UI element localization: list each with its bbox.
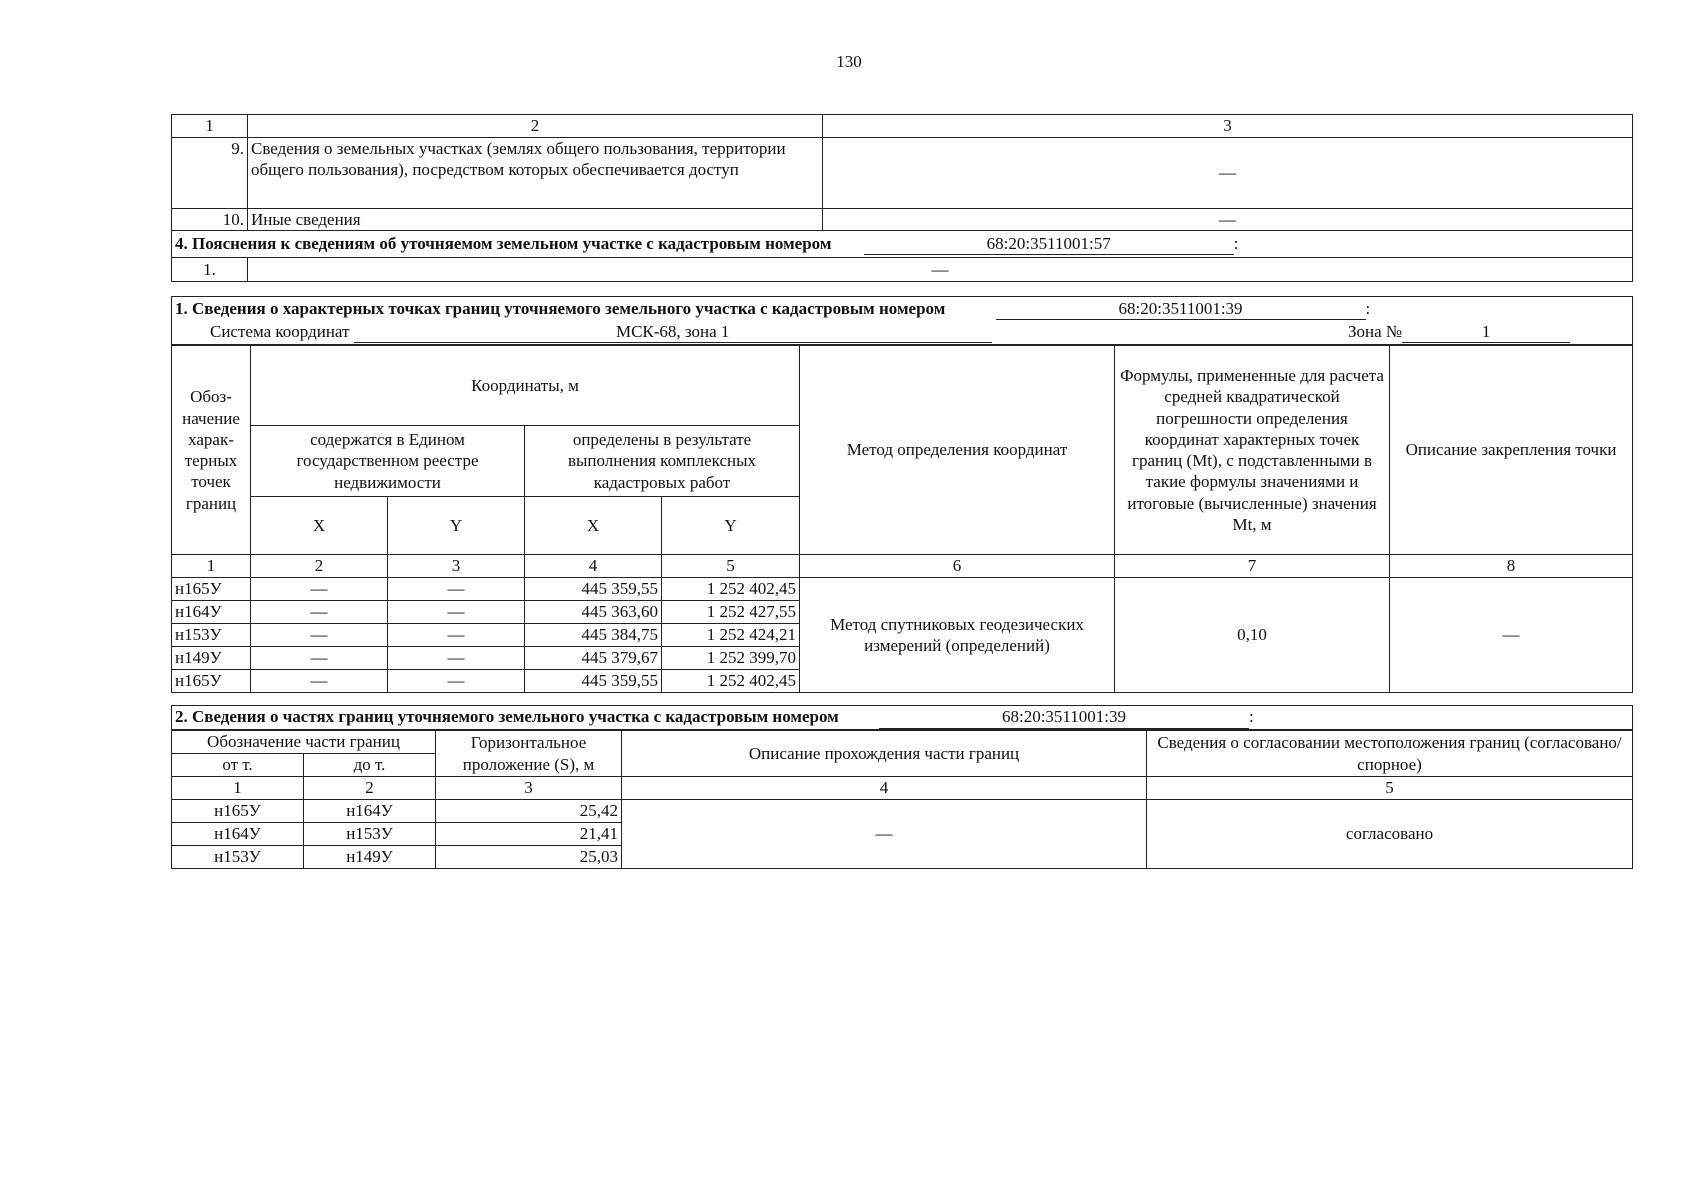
table-row <box>172 578 1633 601</box>
column-numbers-row <box>172 555 1633 578</box>
y-egrn: — <box>388 670 525 693</box>
to-point: н149У <box>304 846 436 869</box>
row-number: 1. <box>172 258 248 282</box>
parts-table <box>171 730 1633 869</box>
points-section-title: 1. Сведения о характерных точках границ уточняемого земельного участка с кадастровым номером <box>175 298 946 318</box>
point-name: н164У <box>172 601 251 624</box>
x-egrn: — <box>251 624 388 647</box>
top-table-block <box>171 114 1633 282</box>
x-header: X <box>525 497 662 555</box>
method-value: Метод спутниковых геодезических измерений (определений) <box>800 578 1115 693</box>
agreement-value: согласовано <box>1147 800 1633 869</box>
col-number: 5 <box>1147 777 1633 800</box>
col-number-1: 1 <box>172 115 248 138</box>
zone-value: 1 <box>1402 321 1570 343</box>
row-value: — <box>823 209 1633 231</box>
from-point: н164У <box>172 823 304 846</box>
horizontal-value: 21,41 <box>436 823 622 846</box>
col-number: 4 <box>622 777 1147 800</box>
row-text: Сведения о земельных участках (землях общего пользования, территории общего пользования), посредством которых обеспечивается доступ <box>248 138 823 209</box>
part-designation-header: Обозначение части границ <box>172 731 436 754</box>
x-value: 445 359,55 <box>525 670 662 693</box>
col-number: 3 <box>388 555 525 578</box>
col-number-2: 2 <box>248 115 823 138</box>
to-header: до т. <box>304 754 436 777</box>
col-number: 1 <box>172 777 304 800</box>
points-section <box>171 296 1633 693</box>
table-row <box>172 258 1633 282</box>
coordinates-header: Координаты, м <box>251 346 800 426</box>
section4-title: 4. Пояснения к сведениям об уточняемом земельном участке с кадастровым номером <box>175 234 832 254</box>
y-egrn: — <box>388 578 525 601</box>
point-name: н165У <box>172 670 251 693</box>
y-header: Y <box>388 497 525 555</box>
y-value: 1 252 427,55 <box>662 601 800 624</box>
section4-title-row <box>172 231 1633 258</box>
zone-label: Зона № <box>1347 322 1403 342</box>
horizontal-value: 25,03 <box>436 846 622 869</box>
x-value: 445 384,75 <box>525 624 662 647</box>
from-point: н153У <box>172 846 304 869</box>
mt-value: 0,10 <box>1115 578 1390 693</box>
table-row <box>172 209 1633 231</box>
section4-cadastral: 68:20:3511001:57 <box>864 233 1234 255</box>
table-row <box>172 138 1633 209</box>
parts-title-table <box>171 705 1633 730</box>
row-value: — <box>248 258 1633 282</box>
y-egrn: — <box>388 624 525 647</box>
in-egrn-header: содержатся в Едином государственном реестре недвижимости <box>251 426 525 497</box>
x-egrn: — <box>251 601 388 624</box>
method-header: Метод определения координат <box>800 346 1115 555</box>
coord-system-value: МСК-68, зона 1 <box>354 321 992 343</box>
y-value: 1 252 399,70 <box>662 647 800 670</box>
x-value: 445 363,60 <box>525 601 662 624</box>
parts-section <box>171 705 1633 869</box>
col-number: 4 <box>525 555 662 578</box>
x-header: X <box>251 497 388 555</box>
points-table <box>171 345 1633 693</box>
row-text: Иные сведения <box>248 209 823 231</box>
horizontal-header: Горизонтальное проложение (S), м <box>436 731 622 777</box>
points-colon: : <box>1365 298 1371 318</box>
to-point: н164У <box>304 800 436 823</box>
description-value: — <box>622 800 1147 869</box>
col-number: 2 <box>251 555 388 578</box>
designation-header: Обоз-начение харак-терных точек границ <box>172 346 251 555</box>
col-number: 8 <box>1390 555 1633 578</box>
col-number: 7 <box>1115 555 1390 578</box>
page-number: 130 <box>836 52 862 71</box>
col-number: 5 <box>662 555 800 578</box>
y-egrn: — <box>388 647 525 670</box>
y-egrn: — <box>388 601 525 624</box>
to-point: н153У <box>304 823 436 846</box>
fixing-header: Описание закрепления точки <box>1390 346 1633 555</box>
from-point: н165У <box>172 800 304 823</box>
row-number: 10. <box>172 209 248 231</box>
x-egrn: — <box>251 578 388 601</box>
fixing-value: — <box>1390 578 1633 693</box>
row-value: — <box>823 138 1633 209</box>
parts-section-title: 2. Сведения о частях границ уточняемого земельного участка с кадастровым номером <box>175 707 839 727</box>
formulas-header: Формулы, примененные для расчета средней квадратической погрешности определения координат характерных точек границ (Mt), с подставленными в такие формулы значениями и итоговые (вычисленные) значения Mt, м <box>1115 346 1390 555</box>
col-number: 6 <box>800 555 1115 578</box>
col-number-3: 3 <box>823 115 1633 138</box>
horizontal-value: 25,42 <box>436 800 622 823</box>
parts-cadastral: 68:20:3511001:39 <box>879 706 1249 728</box>
x-value: 445 359,55 <box>525 578 662 601</box>
top-table-header <box>172 115 1633 138</box>
y-value: 1 252 424,21 <box>662 624 800 647</box>
row-number: 9. <box>172 138 248 209</box>
col-number: 3 <box>436 777 622 800</box>
y-value: 1 252 402,45 <box>662 670 800 693</box>
col-number: 2 <box>304 777 436 800</box>
column-numbers-row <box>172 777 1633 800</box>
points-cadastral: 68:20:3511001:39 <box>996 298 1366 320</box>
x-value: 445 379,67 <box>525 647 662 670</box>
determined-header: определены в результате выполнения комплексных кадастровых работ <box>525 426 800 497</box>
agreement-header: Сведения о согласовании местоположения границ (согласовано/спорное) <box>1147 731 1633 777</box>
description-header: Описание прохождения части границ <box>622 731 1147 777</box>
table-row <box>172 800 1633 823</box>
x-egrn: — <box>251 670 388 693</box>
top-table <box>171 114 1633 282</box>
x-egrn: — <box>251 647 388 670</box>
parts-colon: : <box>1249 707 1254 727</box>
point-name: н149У <box>172 647 251 670</box>
col-number: 1 <box>172 555 251 578</box>
y-value: 1 252 402,45 <box>662 578 800 601</box>
coord-system-label: Система координат <box>210 322 350 342</box>
from-header: от т. <box>172 754 304 777</box>
point-name: н165У <box>172 578 251 601</box>
points-title-table <box>171 296 1633 345</box>
point-name: н153У <box>172 624 251 647</box>
section4-colon: : <box>1233 234 1239 254</box>
y-header: Y <box>662 497 800 555</box>
